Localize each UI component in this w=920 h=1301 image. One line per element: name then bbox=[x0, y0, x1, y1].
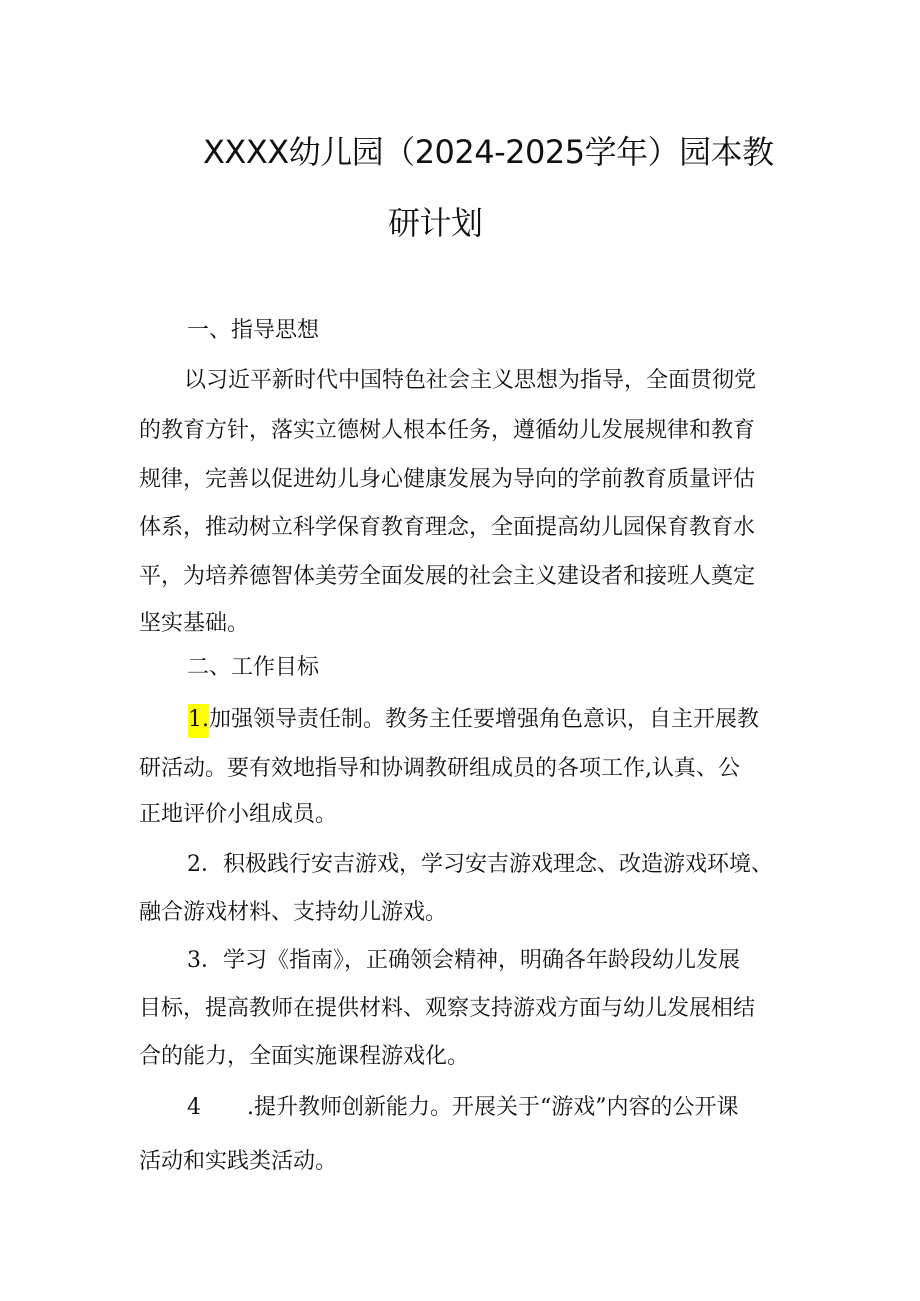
list-item-3-line: 3．学习《指南》，正确领会精神，明确各年龄段幼儿发展 bbox=[187, 948, 740, 973]
section-heading-work-goals: 二、工作目标 bbox=[187, 655, 320, 680]
item-number: 4 bbox=[187, 1095, 201, 1120]
document-title-line-1: XXXX幼儿园（2024-2025学年）园本教 bbox=[203, 133, 774, 171]
list-item-2-line: 2．积极践行安吉游戏，学习安吉游戏理念、改造游戏环境、 bbox=[187, 852, 773, 877]
list-item-3-line: 合的能力，全面实施课程游戏化。 bbox=[139, 1044, 470, 1069]
list-item-3-line: 目标，提高教师在提供材料、观察支持游戏方面与幼儿发展相结 bbox=[139, 996, 756, 1021]
paragraph-line: 体系，推动树立科学保育教育理念，全面提高幼儿园保育教育水 bbox=[139, 515, 756, 540]
list-item-1-line bbox=[188, 709, 759, 731]
paragraph-line: 规律，完善以促进幼儿身心健康发展为导向的学前教育质量评估 bbox=[139, 467, 756, 492]
paragraph-line: 的教育方针，落实立德树人根本任务，遵循幼儿发展规律和教育 bbox=[139, 418, 756, 443]
list-item-2-line: 融合游戏材料、支持幼儿游戏。 bbox=[139, 900, 448, 925]
list-item-4-line: 活动和实践类活动。 bbox=[139, 1149, 338, 1174]
list-item-4-line bbox=[187, 1097, 739, 1119]
list-item-text: 加强领导责任制。教务主任要增强角色意识，自主开展教 bbox=[209, 707, 760, 732]
section-heading-guiding-ideology: 一、指导思想 bbox=[187, 318, 320, 343]
list-item-text: .提升教师创新能力。开展关于“游戏”内容的公开课 bbox=[247, 1095, 739, 1120]
list-item-1-line: 正地评价小组成员。 bbox=[139, 802, 338, 827]
list-item-1-line: 研活动。要有效地指导和协调教研组成员的各项工作,认真、公 bbox=[139, 756, 740, 781]
paragraph-line: 坚实基础。 bbox=[139, 611, 250, 636]
paragraph-line: 平，为培养德智体美劳全面发展的社会主义建设者和接班人奠定 bbox=[139, 564, 756, 589]
document-title-line-2: 研计划 bbox=[388, 204, 483, 242]
highlighted-item-number: 1. bbox=[188, 704, 209, 738]
paragraph-line: 以习近平新时代中国特色社会主义思想为指导，全面贯彻党 bbox=[184, 368, 757, 393]
